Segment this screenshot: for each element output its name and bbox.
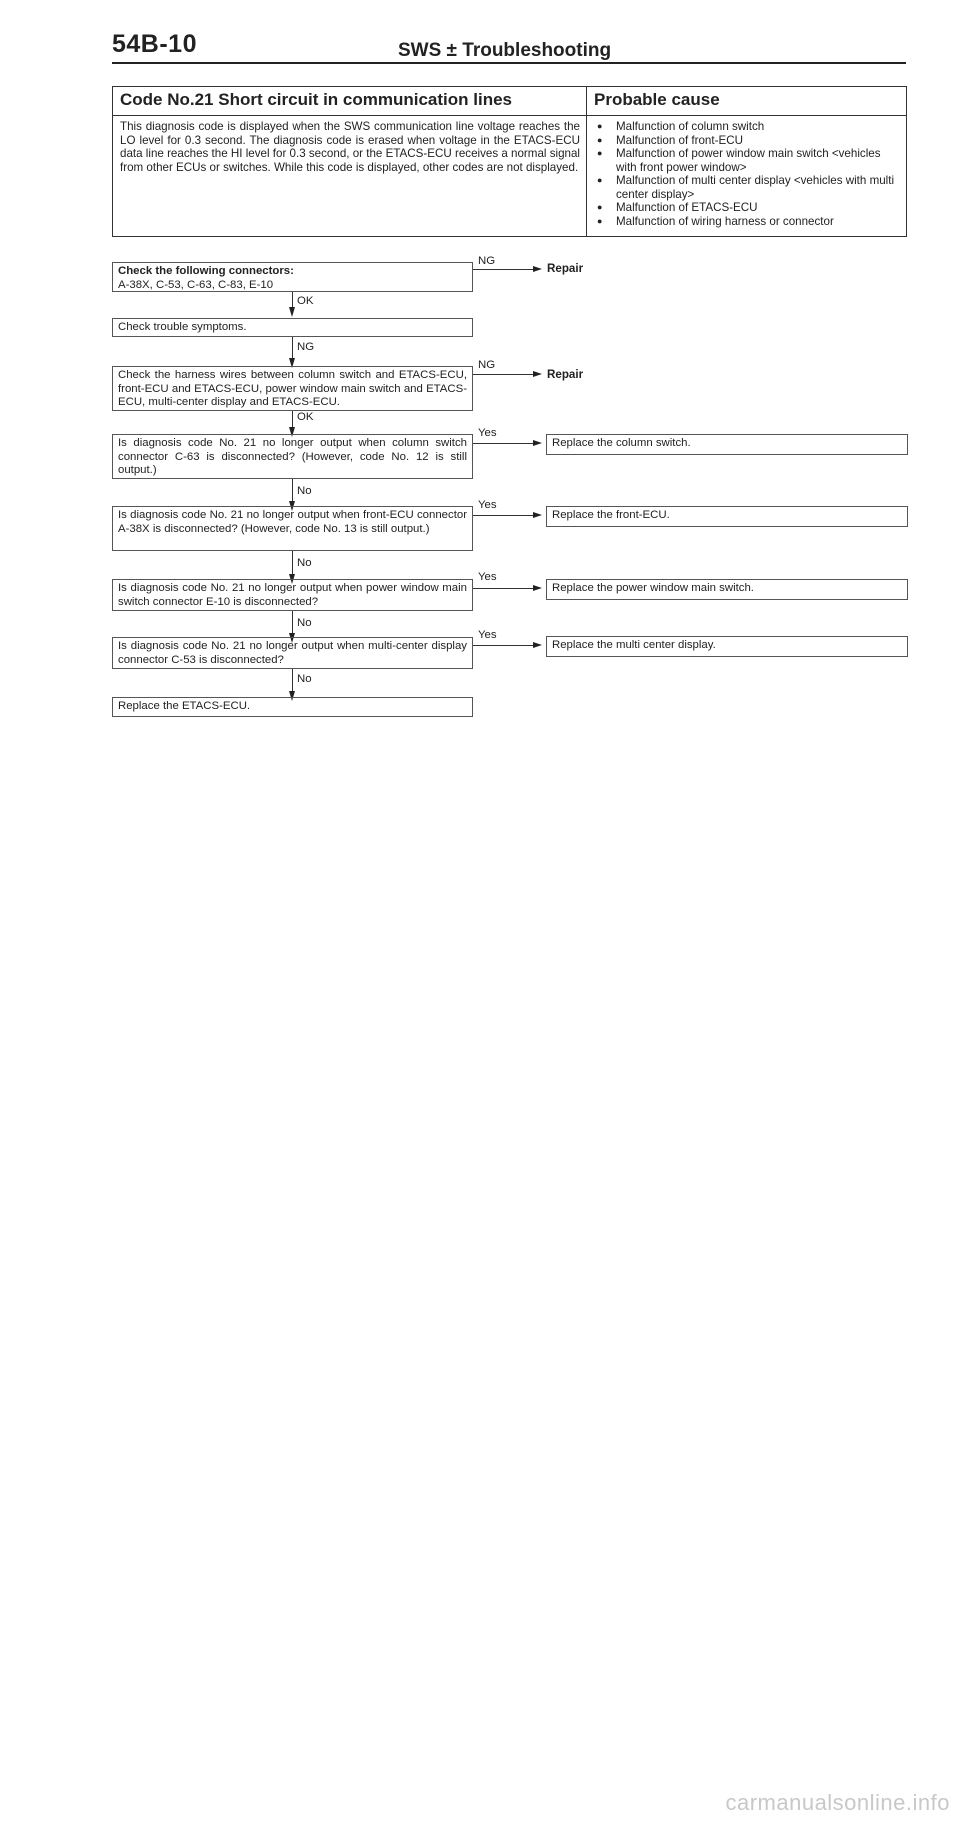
page-number: 54B-10 <box>112 30 197 58</box>
label-ng: NG <box>297 341 315 353</box>
code-description: This diagnosis code is displayed when the SWS communication line voltage reaches the LO level for 0.3 second. The diagnosis code is erased when voltage in the ETACS-ECU data line reaches the HI level for 0.3 second, or the ETACS-ECU receives a normal signal from other ECUs or switches. While this code is displayed, other codes are not displayed. <box>120 120 580 174</box>
connector-line <box>473 374 533 375</box>
result-replace-power-window-switch: Replace the power window main switch. <box>546 579 908 600</box>
connector-line <box>292 669 293 693</box>
step-power-window-question: Is diagnosis code No. 21 no longer output when power window main switch connector E-10 is disconnected? <box>112 579 473 611</box>
cause-list <box>594 120 900 228</box>
connector-line <box>292 292 293 308</box>
result-repair: Repair <box>547 262 584 275</box>
label-ng: NG <box>478 255 496 267</box>
code-heading: Code No.21 Short circuit in communication lines <box>113 87 587 116</box>
arrow-right-icon <box>533 440 542 446</box>
label-no: No <box>297 557 312 569</box>
label-yes: Yes <box>478 427 497 439</box>
label-ok: OK <box>297 411 314 423</box>
connector-line <box>473 269 533 270</box>
connector-line <box>473 443 533 444</box>
connector-line <box>473 645 533 646</box>
header-divider <box>112 62 906 64</box>
cause-item: ● Malfunction of power window main switch <vehicles with front power window> <box>594 147 900 174</box>
label-no: No <box>297 485 312 497</box>
code-table <box>112 86 907 237</box>
label-yes: Yes <box>478 571 497 583</box>
label-yes: Yes <box>478 499 497 511</box>
arrow-right-icon <box>533 371 542 377</box>
arrow-right-icon <box>533 266 542 272</box>
cause-item: ● Malfunction of front-ECU <box>594 134 900 148</box>
result-replace-multi-center-display: Replace the multi center display. <box>546 636 908 657</box>
connector-line <box>292 337 293 360</box>
result-repair: Repair <box>547 368 584 381</box>
label-no: No <box>297 617 312 629</box>
connector-line <box>292 479 293 503</box>
probable-cause-heading: Probable cause <box>587 87 907 116</box>
step-replace-etacs-ecu: Replace the ETACS-ECU. <box>112 697 473 717</box>
connector-line <box>292 551 293 576</box>
causes-cell <box>587 116 907 237</box>
arrow-right-icon <box>533 512 542 518</box>
connector-line <box>292 611 293 635</box>
step-check-connectors-title: Check the following connectors: <box>118 265 294 277</box>
step-check-symptoms: Check trouble symptoms. <box>112 318 473 337</box>
step-column-switch-question: Is diagnosis code No. 21 no longer output when column switch connector C-63 is disconnected? (However, code No. 12 is still output.) <box>112 434 473 479</box>
cause-item: ● Malfunction of wiring harness or connector <box>594 215 900 229</box>
watermark: carmanualsonline.info <box>725 1790 950 1815</box>
arrow-right-icon <box>533 585 542 591</box>
step-check-connectors <box>112 262 473 292</box>
label-ng: NG <box>478 359 496 371</box>
step-multi-center-display-question: Is diagnosis code No. 21 no longer output when multi-center display connector C-53 is disconnected? <box>112 637 473 669</box>
arrow-down-icon <box>289 307 295 317</box>
section-title: SWS ± Troubleshooting <box>398 40 612 61</box>
step-check-connectors-list: A-38X, C-53, C-63, C-83, E-10 <box>118 278 274 291</box>
label-ok: OK <box>297 295 314 307</box>
label-no: No <box>297 673 312 685</box>
cause-item: ● Malfunction of ETACS-ECU <box>594 201 900 215</box>
cause-item: ● Malfunction of multi center display <vehicles with multi center display> <box>594 174 900 201</box>
connector-line <box>473 515 533 516</box>
step-front-ecu-question: Is diagnosis code No. 21 no longer output when front-ECU connector A-38X is disconnected? (However, code No. 13 is still output.) <box>112 506 473 551</box>
cause-item: ● Malfunction of column switch <box>594 120 900 134</box>
result-replace-column-switch: Replace the column switch. <box>546 434 908 455</box>
result-replace-front-ecu: Replace the front-ECU. <box>546 506 908 527</box>
code-description-cell <box>113 116 587 237</box>
label-yes: Yes <box>478 629 497 641</box>
step-check-harness: Check the harness wires between column switch and ETACS-ECU, front-ECU and ETACS-ECU, power window main switch and ETACS-ECU, multi-center display and ETACS-ECU. <box>112 366 473 411</box>
arrow-right-icon <box>533 642 542 648</box>
connector-line <box>473 588 533 589</box>
